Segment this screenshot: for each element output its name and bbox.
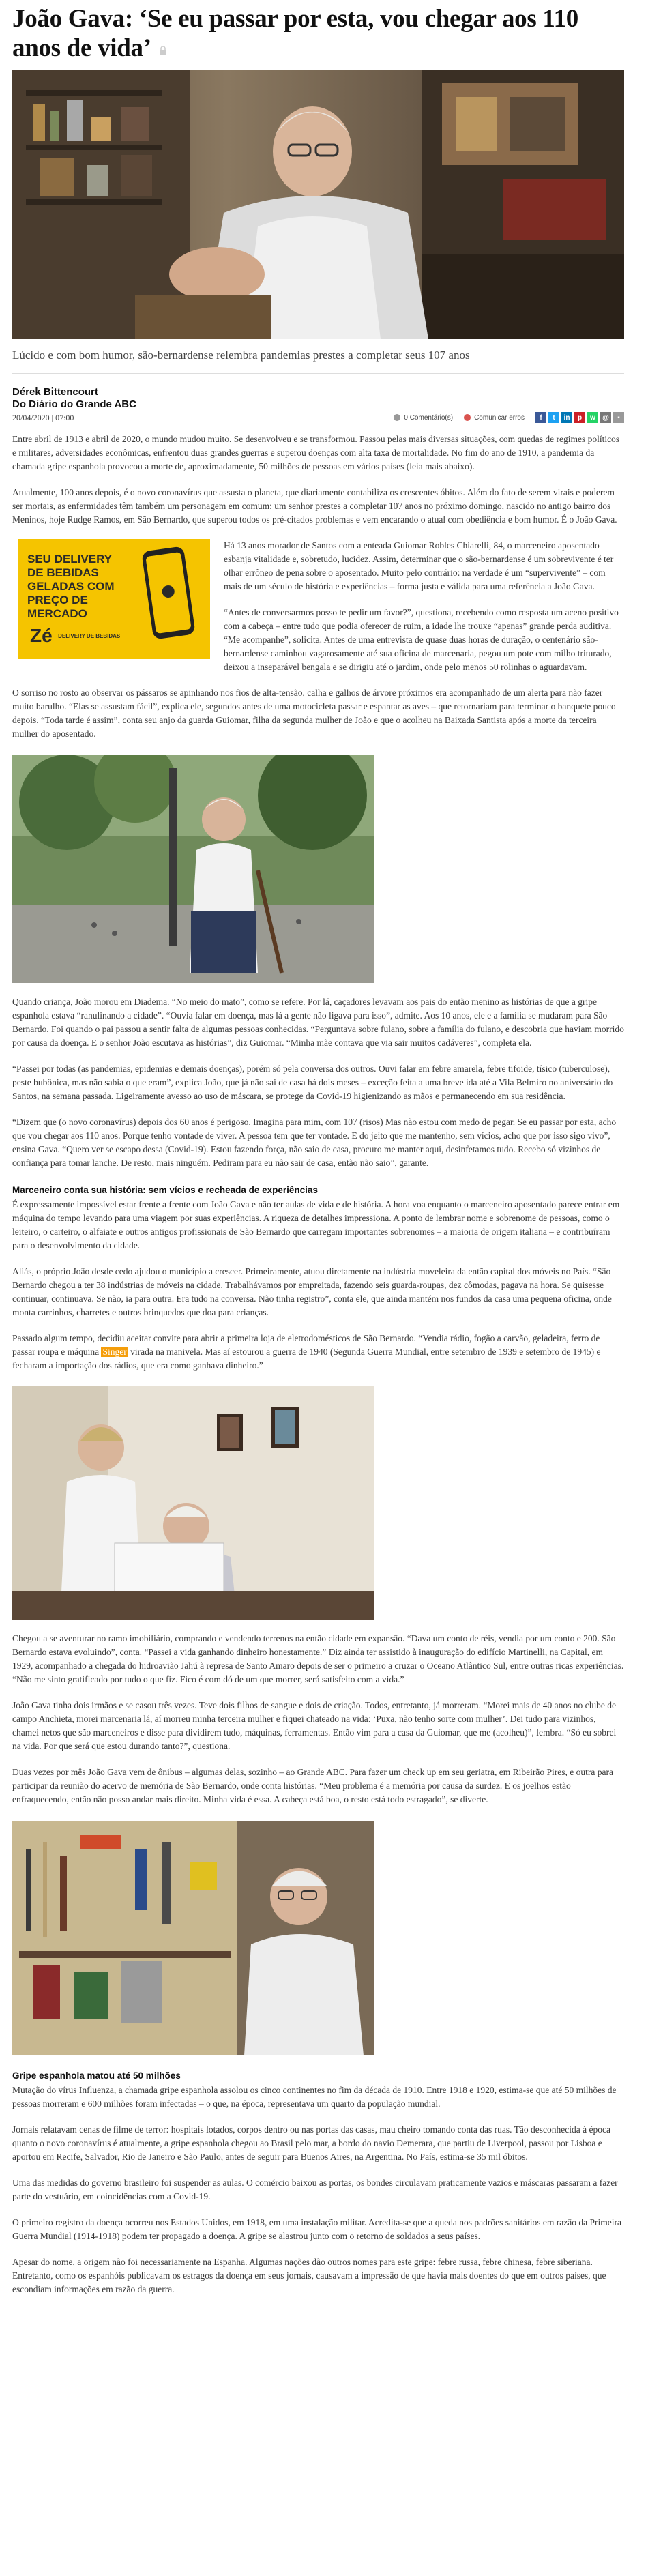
- facebook-icon[interactable]: f: [535, 412, 546, 423]
- author-block: [12, 386, 136, 423]
- section-heading: Marceneiro conta sua história: sem vícios e recheada de experiências: [12, 1185, 318, 1195]
- byline: [12, 386, 624, 423]
- print-icon[interactable]: ▪: [613, 412, 624, 423]
- tool-wall-illustration: [12, 1821, 374, 2055]
- highlighted-word[interactable]: Singer: [102, 1347, 127, 1357]
- paragraph: Atualmente, 100 anos depois, é o novo coronavírus que assusta o planeta, que diariamente contabiliza os crescentes óbitos. Além do fato de serem virais e poderem ser mortais, as enfermidades têm também um personagem em comum: um senhor prestes a completar 107 anos no próximo domingo, nascido no antigo bairro dos Meninos, hoje Rudge Ramos, em São Bernardo, que superou todos os pré-citados problemas e vem encarando o atual com obediência e bom humor. É o João Gava.: [12, 487, 617, 525]
- ad-logo-text: DELIVERY DE BEBIDAS: [58, 632, 121, 639]
- section-heading: Gripe espanhola matou até 50 milhões: [12, 2070, 181, 2081]
- author-name: Dérek Bittencourt: [12, 386, 98, 398]
- paragraph: Jornais relatavam cenas de filme de terror: hospitais lotados, corpos dentro ou nas portas das casas, mau cheiro tomando conta das ruas. Tão desconhecida à época quanto o novo coronavírus é atualmente, a gripe espanhola chegou ao Brasil pelo mar, a bordo do navio Demerara, que partiu de Liverpool, passou por Lisboa e aportou em Recife, Salvador, Rio de Janeiro e São Paulo, antes de seguir para Buenos Aires, na Argentina. No País, estima-se 35 mil óbitos.: [12, 2124, 610, 2162]
- advertisement-banner[interactable]: [18, 539, 210, 659]
- article-body: [12, 433, 624, 2296]
- paragraph: “Antes de conversarmos posso te pedir um favor?”, questiona, recebendo como resposta um aceno positivo com a cabeça – entre tudo que podia oferecer de ruim, a idade lhe trouxe “apenas” grande perda auditiva. “Me acompanhe”, solicita. Antes de uma entrevista de quase duas horas de duração, o centenário são-bernardense caminhou vagarosamente até sua oficina de marcenaria, pegou um pote com milho triturado, deixou a inseparável bengala e se dirigiu até o jardim, onde pelo menos 50 rolinhas o aguardavam.: [224, 607, 619, 672]
- tool-wall-photo: [12, 1821, 374, 2055]
- pinterest-icon[interactable]: p: [574, 412, 585, 423]
- paragraph: Entre abril de 1913 e abril de 2020, o mundo mudou muito. Se desenvolveu e se transformou. Passou pelas mais diversas situações, com quedas de regimes políticos e militares, adversidades econômicas, enfrentou duas grandes guerras e superou doenças com alta taxa de mortalidade. No fim do ano de 1910, a pandemia da chamada gripe espanhola provocou a morte de, aproximadamente, 50 milhões de pessoas em vários países (leia mais abaixo).: [12, 434, 620, 471]
- home-photo-illustration: [12, 1386, 374, 1620]
- paragraph: É expressamente impossível estar frente a frente com João Gava e não ter aulas de vida e de história. A hora voa enquanto o marceneiro aposentado parece entrar em máquina do tempo levando para uma viagem por suas experiências. A riqueza de detalhes impressiona. A ponto de lembrar nome e sobrenome de pessoas, como o leiteiro, o carteiro, o alfaiate e outros antigos profissionais de São Bernardo que carregam importantes sobrenomes – a maioria de origem italiana – e contribuíram para o desenvolvimento da cidade.: [12, 1199, 620, 1250]
- ad-side-text: [224, 539, 624, 674]
- ad-row: [12, 539, 624, 674]
- paragraph: Chegou a se aventurar no ramo imobiliário, comprando e vendendo terrenos na então cidade em expansão. “Dava um conto de réis, vendia por um conto e 200. São Bernardo estava evoluindo”, conta. “Passei a vida ganhando dinheiro honestamente.” Diz ainda ter assistido à inauguração do edifício Martinelli, na Capital, em 1929, acompanhado a chegada do hidroavião Jahú à represa de Santo Amaro depois de ser o primeiro a cruzar o Oceano Atlântico Sul, entre outras ricas experiências. “Não me sinto gratificado por tudo o que fiz. Fico é com dó de um que morrer, será satisfeito com a vida.”: [12, 1633, 624, 1684]
- paragraph: “Dizem que (o novo coronavírus) depois dos 60 anos é perigoso. Imagina para mim, com 107 (risos) Mas não estou com medo de pegar. Se eu passar por esta, acho que vou chegar aos 110 anos. Porque tenho vontade de viver. A pessoa tem que ter vontade. E do jeito que me mantenho, sem vícios, acho que por isso sigo vivo”, ensina Gava. “Quero ver se escapo dessa (Covid-19). Estou fazendo força, não saio de casa, procuro me manter aqui, desinfetamos tudo. Recebo só vizinhos de confiança para tomar lanche. De resto, mais ninguém. Pediram para eu não sair de casa, então não saio”, garante.: [12, 1117, 617, 1168]
- comments-link[interactable]: 0 Comentário(s): [394, 414, 453, 422]
- paragraph: Aliás, o próprio João desde cedo ajudou o município a crescer. Primeiramente, atuou diretamente na indústria moveleira da então capital dos móveis no País. “São Bernardo chegou a ter 38 indústrias de móveis na cidade. Trabalhávamos por empreitada, fazendo seis guarda-roupas, dez cômodas, pagava na hora. Se quisesse continuar, continuava. Se não, ia para outra. Era tudo na conversa. Não tinha registro”, conta ele, que ainda mantém nos fundos da casa uma pequena oficina, onde monta carrinhos, charretes e outros brinquedos que doa para crianças.: [12, 1266, 612, 1317]
- article-tools: [394, 412, 624, 423]
- paragraph: Há 13 anos morador de Santos com a enteada Guiomar Robles Chiarelli, 84, o marceneiro aposentado esbanja vitalidade e, sobretudo, lucidez. Assim, determinar que o são-bernardense é um sobrevivente é ter olhar errôneo de pena sobre o aposentado. Muito pelo contrário: na verdade é um “supervivente” – com mais de um século de história e experiências – forma justa e válida para uma referência a João Gava.: [224, 540, 614, 591]
- home-reading-photo: [12, 1386, 374, 1620]
- paragraph: Apesar do nome, a origem não foi necessariamente na Espanha. Algumas nações dão outros nomes para este gripe: febre russa, febre chinesa, febre siberiana. Entretanto, como os espanhóis publicavam os estragos da doença em seus jornais, causavam a impressão de que havia mais doentes do que em outros países, que escondiam informações em razão da guerra.: [12, 2257, 606, 2294]
- twitter-icon[interactable]: t: [548, 412, 559, 423]
- divider: [12, 373, 624, 374]
- paragraph: Duas vezes por mês João Gava vem de ônibus – algumas delas, sozinho – ao Grande ABC. Para fazer um check up em seu geriatra, em Ribeirão Pires, e outra para participar da reunião do acervo de memória de São Bernardo, onde conta histórias. “Meu problema é a memória por causa da surdez. E os joelhos estão enfraquecendo, então não posso andar mais direito. Minha vida é essa. A cabeça está boa, o resto está todo estragado”, se diverte.: [12, 1767, 613, 1804]
- ad-logo-mark: Zé: [30, 625, 53, 646]
- article-title: João Gava: ‘Se eu passar por esta, vou chegar aos 110 anos de vida’: [12, 5, 578, 62]
- alert-icon: [464, 414, 471, 421]
- garden-photo-illustration: [12, 755, 374, 983]
- whatsapp-icon[interactable]: w: [587, 412, 598, 423]
- paragraph: João Gava tinha dois irmãos e se casou três vezes. Teve dois filhos de sangue e dois de criação. Todos, entretanto, já morreram. “Morei mais de 40 anos no clube de campo Anchieta, morei marcenaria lá, aí morreu minha terceira mulher e fiquei chateado na vida: ‘Puxa, não tenho sorte com mulher’. Dei tudo para vizinhos, chamei netos que são marceneiros e disse para dividirem tudo, máquinas, ferramentas. Então vim para a casa da Guiomar, que me (acolheu)”, lembra. “Só eu sobrei na vida. Por que será que estou durando tanto?”, questiona.: [12, 1700, 617, 1751]
- share-buttons: [535, 412, 624, 423]
- comment-icon: [394, 414, 400, 421]
- ad-logo: [30, 625, 120, 647]
- paragraph: O sorriso no rosto ao observar os pássaros se apinhando nos fios de alta-tensão, calha e galhos de árvore próximos era acompanhado de um alerta para não fazer muito barulho. “Elas se assustam fácil”, explica ele, segundos antes de uma motocicleta passar e espantar as aves – que retornariam para terminar o banquete pouco depois. “Toda tarde é assim”, conta seu anjo da guarda Guiomar, filha da segunda mulher de João e que o acolheu na Baixada Santista após a morte da terceira mulher do aposentado.: [12, 688, 616, 739]
- workshop-photo-illustration: [12, 70, 624, 339]
- linkedin-icon[interactable]: in: [561, 412, 572, 423]
- publish-date: 20/04/2020 | 07:00: [12, 413, 74, 422]
- paragraph: “Passei por todas (as pandemias, epidemias e demais doenças), porém só pela conversa dos outros. Ouvi falar em febre amarela, febre tifoide, tísico (tuberculose), peste bubônica, mas não sabia o que eram”, explica João, que já não sai de casa há dois meses – exceção feita a uma breve ida até a Vila Belmiro no aniversário do Santos, na semana passada. Ligeiramente avesso ao uso de máscara, se protege da Covid-19 higienizando as mãos e permanecendo em sua residência.: [12, 1064, 613, 1101]
- lock-icon: [158, 46, 168, 55]
- paragraph: O primeiro registro da doença ocorreu nos Estados Unidos, em 1918, em uma instalação militar. Acredita-se que a queda nos padrões sanitários em razão da Primeira Guerra Mundial (1914-1918) podem ter propagado a doença. A gripe se alastrou junto com o retorno de soldados a seus países.: [12, 2217, 621, 2241]
- garden-photo: [12, 755, 374, 983]
- photo-caption: Lúcido e com bom humor, são-bernardense relembra pandemias prestes a completar seus 107 anos: [12, 349, 470, 362]
- paragraph: Quando criança, João morou em Diadema. “No meio do mato”, como se refere. Por lá, caçadores levavam aos pais do então menino as histórias de que a gripe espanhola estava “ranulinando a cidade”. “Ouvia falar em doença, mas lá a gente não ligava para isso”, admite. Aos 10 anos, ele e a família se mudaram para São Bernardo. Foi quando o pai passou a sentir falta de algumas pessoas conhecidas. “Perguntava sobre fulano, sobre a família do fulano, e descobria que haviam morrido por causa da doença. E o senhor João escutava as histórias”, diz Guiomar. “Minha mãe contava que via sair muitos cadáveres”, completa ela.: [12, 997, 624, 1048]
- paragraph: Uma das medidas do governo brasileiro foi suspender as aulas. O comércio baixou as portas, os bondes circulavam praticamente vazios e máscaras passaram a fazer parte do vestuário, em coincidências com a Covid-19.: [12, 2178, 618, 2201]
- ad-headline: SEU DELIVERY DE BEBIDAS GELADAS COM PREÇO DE MERCADO: [27, 553, 115, 620]
- hero-photo: [12, 70, 624, 339]
- report-error-link[interactable]: Comunicar erros: [464, 414, 525, 422]
- outlet-name: Do Diário do Grande ABC: [12, 398, 136, 410]
- paragraph: Passado algum tempo, decidiu aceitar convite para abrir a primeira loja de eletrodomésticos de São Bernardo. “Vendia rádio, fogão a carvão, geladeira, ferro de passar roupa e máquina Singer virada na manivela. Mas aí estourou a guerra de 1940 (Segunda Guerra Mundial, entre setembro de 1939 e setembro de 1945) e fecharam a importação dos rádios, que era como ganhava dinheiro.”: [12, 1333, 601, 1371]
- phone-icon: [141, 546, 195, 639]
- email-icon[interactable]: @: [600, 412, 611, 423]
- paragraph: Mutação do vírus Influenza, a chamada gripe espanhola assolou os cinco continentes no fim da década de 1910. Entre 1918 e 1920, estima-se que até 50 milhões de pessoas morreram e 600 milhões foram infectadas – o que, na época, representava um quarto da população mundial.: [12, 2085, 617, 2109]
